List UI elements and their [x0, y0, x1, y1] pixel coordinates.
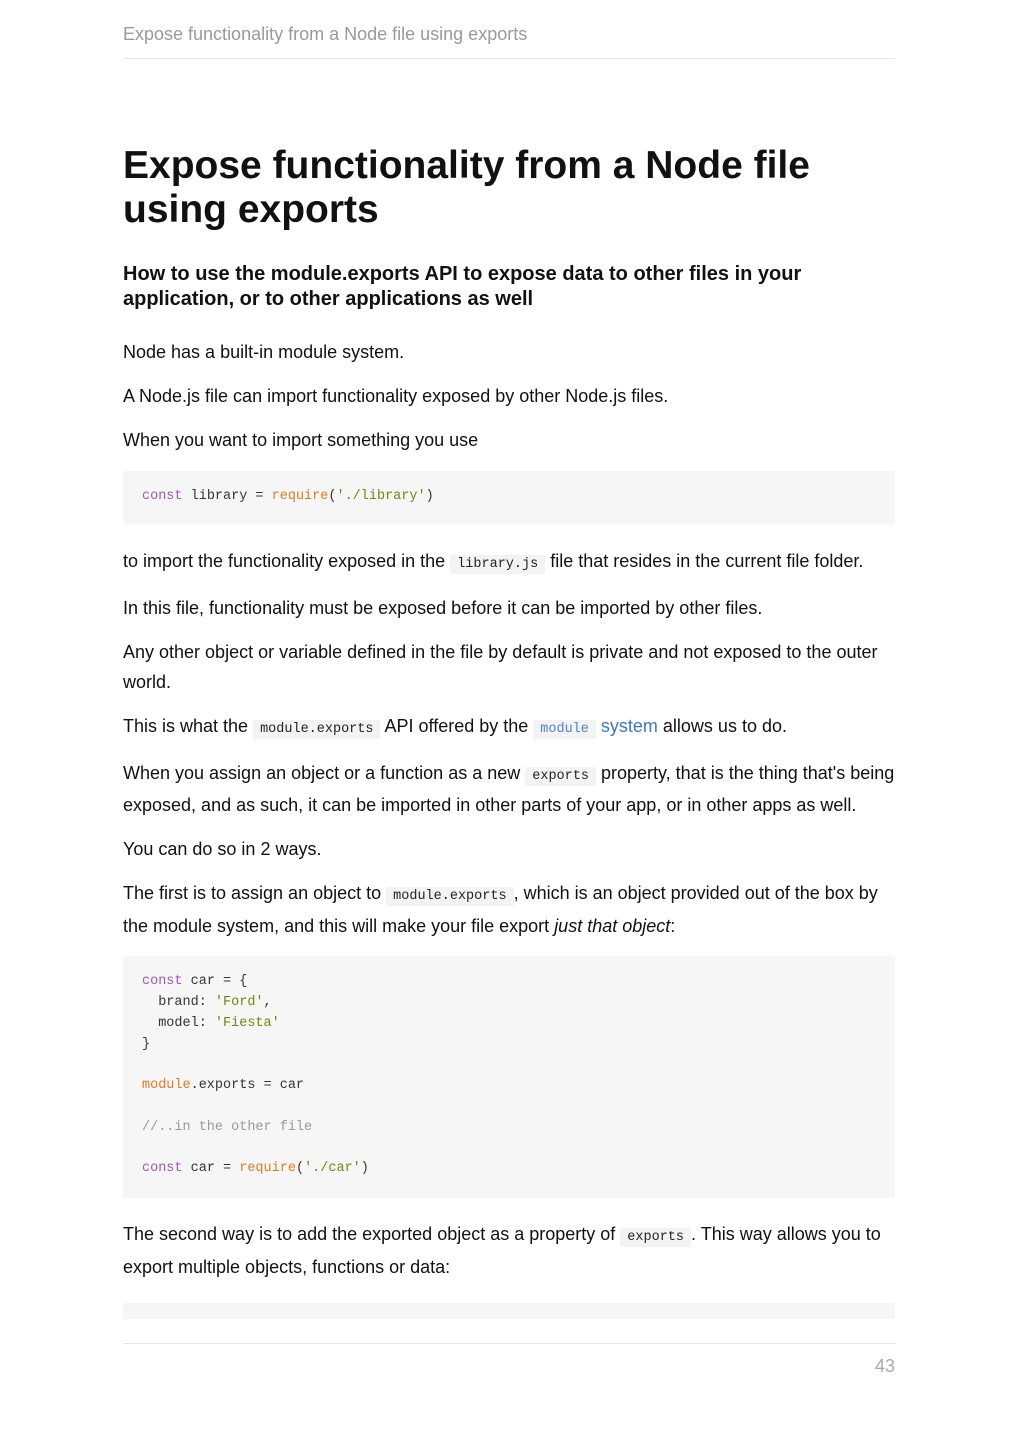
paragraph-assign-exports: [123, 759, 895, 821]
text-run: The first is to assign an object to: [123, 883, 387, 904]
code-string: './car': [304, 1161, 361, 1177]
code-function: require: [271, 488, 329, 504]
code-function: require: [239, 1161, 296, 1177]
paragraph-module-system: Node has a built-in module system.: [123, 342, 405, 362]
paragraph-private-objects: Any other object or variable defined in the file by default is private and not exposed to the outer world.: [123, 642, 878, 692]
text-run: :: [670, 915, 676, 936]
text-run: allows us to do.: [657, 715, 787, 736]
page-subtitle: How to use the module.exports API to expose data to other files in your application, or to other applications as well: [123, 263, 802, 310]
inline-code-library-js: library.js: [450, 555, 545, 574]
code-block-continued: [123, 1303, 895, 1319]
code-block-car-export: [123, 956, 895, 1198]
paragraph-two-ways: You can do so in 2 ways.: [123, 839, 322, 860]
text-run: file that resides in the current file folder.: [545, 551, 864, 572]
code-text: car = {: [182, 974, 248, 990]
code-text: model:: [142, 1015, 215, 1031]
paragraph-first-way: [123, 879, 895, 941]
code-text: brand:: [142, 995, 215, 1011]
paragraph-when-import: When you want to import something you use: [123, 430, 479, 450]
code-block-require-library: [123, 471, 895, 526]
code-string: 'Fiesta': [214, 1015, 280, 1031]
code-keyword: const: [142, 974, 183, 990]
inline-code-module-link[interactable]: module: [533, 720, 596, 739]
text-run: When you assign an object or a function as a new: [123, 762, 526, 783]
code-comment: //..in the other file: [142, 1119, 313, 1135]
inline-code-module-exports: module.exports: [253, 720, 380, 739]
code-text: ): [360, 1161, 369, 1177]
code-text: }: [142, 1036, 151, 1052]
module-system-link[interactable]: system: [600, 715, 658, 736]
running-header: Expose functionality from a Node file using exports: [123, 24, 528, 44]
article-body: [123, 144, 895, 1282]
code-text: library =: [182, 488, 272, 504]
code-keyword: const: [142, 488, 183, 504]
footer-divider: [123, 1343, 895, 1344]
page-number: 43: [874, 1356, 895, 1376]
page-title: Expose functionality from a Node file using exports: [123, 144, 810, 231]
inline-code-exports: exports: [620, 1228, 691, 1247]
text-run: API offered by the: [380, 715, 534, 736]
code-text: ,: [263, 995, 272, 1011]
code-keyword: const: [142, 1161, 183, 1177]
inline-code-module-exports: module.exports: [386, 887, 513, 906]
code-text: ): [425, 488, 434, 504]
paragraph-import-functionality: A Node.js file can import functionality exposed by other Node.js files.: [123, 386, 669, 406]
code-text: car =: [182, 1161, 240, 1177]
text-run: The second way is to add the exported object as a property of: [123, 1224, 621, 1245]
text-run: to import the functionality exposed in the: [123, 551, 451, 572]
text-run: , which is an object provided out of the box by the module system, and this will make your file export: [123, 883, 878, 936]
text-run: This is what the: [123, 715, 254, 736]
emphasis-text: just that object: [554, 915, 671, 936]
text-run: property, that is the thing that's being exposed, and as such, it can be imported in other parts of your app, or in other apps as well.: [123, 762, 895, 816]
header-divider: [123, 58, 895, 59]
paragraph-exposed-before: In this file, functionality must be exposed before it can be imported by other files.: [123, 598, 763, 619]
inline-code-exports: exports: [525, 767, 596, 786]
code-text: (: [328, 488, 337, 504]
code-string: 'Ford': [214, 995, 264, 1011]
paragraph-module-exports-api: [123, 712, 895, 745]
code-function: module: [142, 1078, 191, 1094]
code-text: (: [295, 1161, 305, 1177]
text-run: . This way allows you to export multiple objects, functions or data:: [123, 1224, 881, 1277]
code-text: .exports = car: [190, 1078, 305, 1094]
code-string: './library': [336, 488, 426, 504]
paragraph-second-way: [123, 1220, 895, 1282]
paragraph-library-js: [123, 547, 895, 580]
